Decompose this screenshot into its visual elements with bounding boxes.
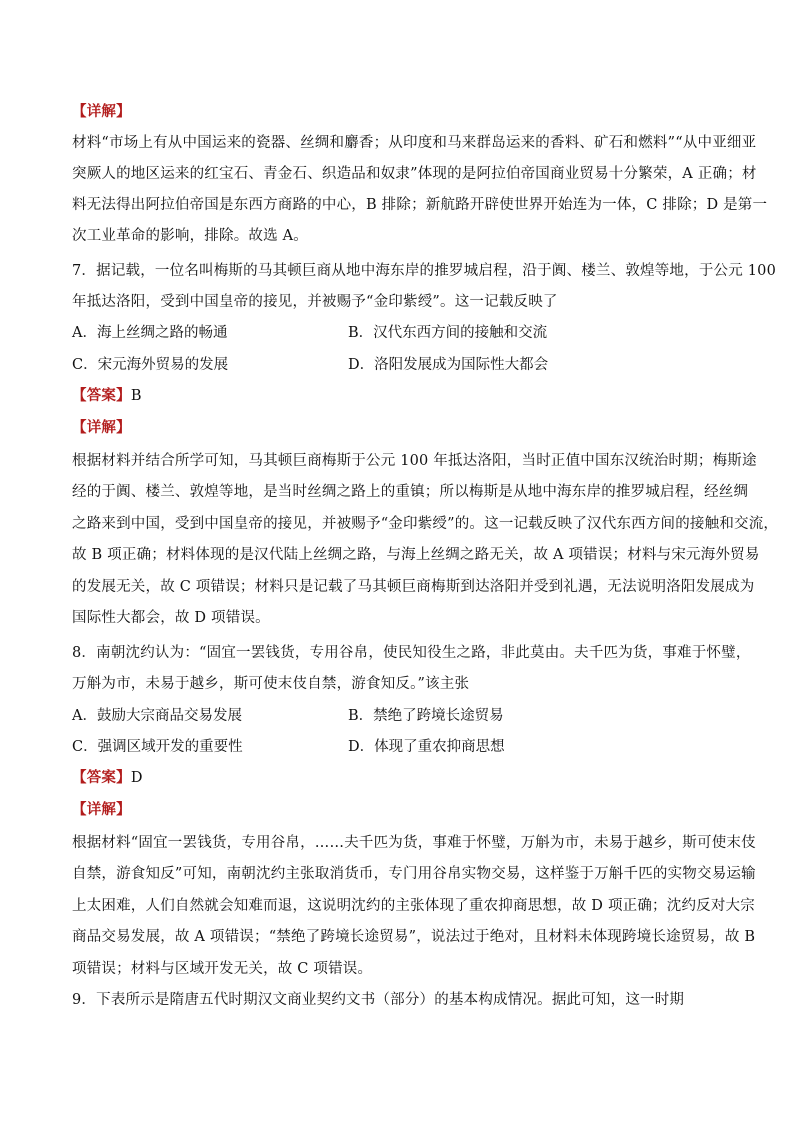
- q7-option-c: C．宋元海外贸易的发展: [72, 357, 229, 373]
- q8-option-a: A．鼓励大宗商品交易发展: [72, 708, 242, 724]
- q7-option-b: B．汉代东西方间的接触和交流: [348, 325, 548, 341]
- q8-detail-line: 上太困难，人们自然就会知难而退，这说明沈约的主张体现了重农抑商思想，故 D 项正确；沈约反对大宗: [72, 898, 755, 914]
- q7-option-d: D．洛阳发展成为国际性大都会: [348, 357, 549, 373]
- answer-value: B: [130, 388, 142, 404]
- q7-detail-line: 之路来到中国，受到中国皇帝的接见，并被赐予“金印紫绶”的。这一记载反映了汉代东西方间的接触和交流，: [72, 516, 779, 532]
- q6-detail-line: 次工业革命的影响，排除。故选 A。: [72, 228, 308, 244]
- detail-tag: 【详解】: [72, 103, 131, 120]
- q8-detail-line: 根据材料“固宜一罢钱货，专用谷帛，……夫千匹为货，事难于怀璧，万斛为市，未易于越乡，斯可使末伎: [72, 835, 756, 851]
- q7-detail-line: 国际性大都会，故 D 项错误。: [72, 610, 270, 626]
- q7-detail-line: 根据材料并结合所学可知，马其顿巨商梅斯于公元 100 年抵达洛阳，当时正值中国东汉统治时期；梅斯途: [72, 453, 757, 469]
- answer-tag: 【答案】: [72, 387, 131, 404]
- q9-stem-line: 9．下表所示是隋唐五代时期汉文商业契约文书（部分）的基本构成情况。据此可知，这一时期: [72, 992, 685, 1008]
- answer-tag: 【答案】: [72, 769, 131, 786]
- q7-detail-line: 的发展无关，故 C 项错误；材料只是记载了马其顿巨商梅斯到达洛阳并受到礼遇，无法说明洛阳发展成为: [72, 579, 755, 595]
- q7-option-a: A．海上丝绸之路的畅通: [72, 325, 228, 341]
- detail-tag: 【详解】: [72, 419, 131, 436]
- q6-detail-line: 突厥人的地区运来的红宝石、青金石、织造品和奴隶”体现的是阿拉伯帝国商业贸易十分繁荣，A 正确；材: [72, 166, 757, 182]
- q8-detail-line: 自禁，游食知反”可知，南朝沈约主张取消货币，专门用谷帛实物交易，这样鉴于万斛千匹的实物交易运输: [72, 866, 756, 882]
- q8-stem-line: 8．南朝沈约认为：“固宜一罢钱货，专用谷帛，使民知役生之路，非此莫由。夫千匹为货，事难于怀璧，: [72, 645, 751, 661]
- q8-stem-line: 万斛为市，未易于越乡，斯可使末伎自禁，游食知反。”该主张: [72, 676, 470, 692]
- q8-detail-line: 项错误；材料与区域开发无关，故 C 项错误。: [72, 961, 373, 977]
- answer-value: D: [130, 770, 143, 786]
- q6-detail-line: 料无法得出阿拉伯帝国是东西方商路的中心，B 排除；新航路开辟使世界开始连为一体，C 排除；D 是第一: [72, 197, 768, 213]
- q7-stem-line: 7．据记载，一位名叫梅斯的马其顿巨商从地中海东岸的推罗城启程，沿于阗、楼兰、敦煌等地，于公元 100: [72, 263, 777, 279]
- q8-detail-line: 商品交易发展，故 A 项错误；“禁绝了跨境长途贸易”，说法过于绝对，且材料未体现跨境长途贸易，故 B: [72, 929, 756, 945]
- q7-detail-tag: [72, 418, 724, 438]
- q6-detail-line: 材料“市场上有从中国运来的瓷器、丝绸和麝香；从印度和马来群岛运来的香料、矿石和燃料”“从中亚细亚: [72, 135, 757, 151]
- q8-answer: [72, 768, 724, 788]
- q8-detail-tag: [72, 800, 724, 820]
- q7-detail-line: 故 B 项正确；材料体现的是汉代陆上丝绸之路，与海上丝绸之路无关，故 A 项错误；材料与宋元海外贸易: [72, 547, 760, 563]
- q8-option-d: D．体现了重农抑商思想: [348, 739, 505, 755]
- q7-detail-line: 经的于阗、楼兰、敦煌等地，是当时丝绸之路上的重镇；所以梅斯是从地中海东岸的推罗城启程，经丝绸: [72, 484, 749, 500]
- q7-stem-line: 年抵达洛阳，受到中国皇帝的接见，并被赐予“金印紫绶”。这一记载反映了: [72, 294, 558, 310]
- q7-answer: [72, 386, 724, 406]
- q6-detail-tag: [72, 102, 724, 122]
- q8-option-b: B．禁绝了跨境长途贸易: [348, 708, 504, 724]
- detail-tag: 【详解】: [72, 801, 131, 818]
- q8-option-c: C．强调区域开发的重要性: [72, 739, 243, 755]
